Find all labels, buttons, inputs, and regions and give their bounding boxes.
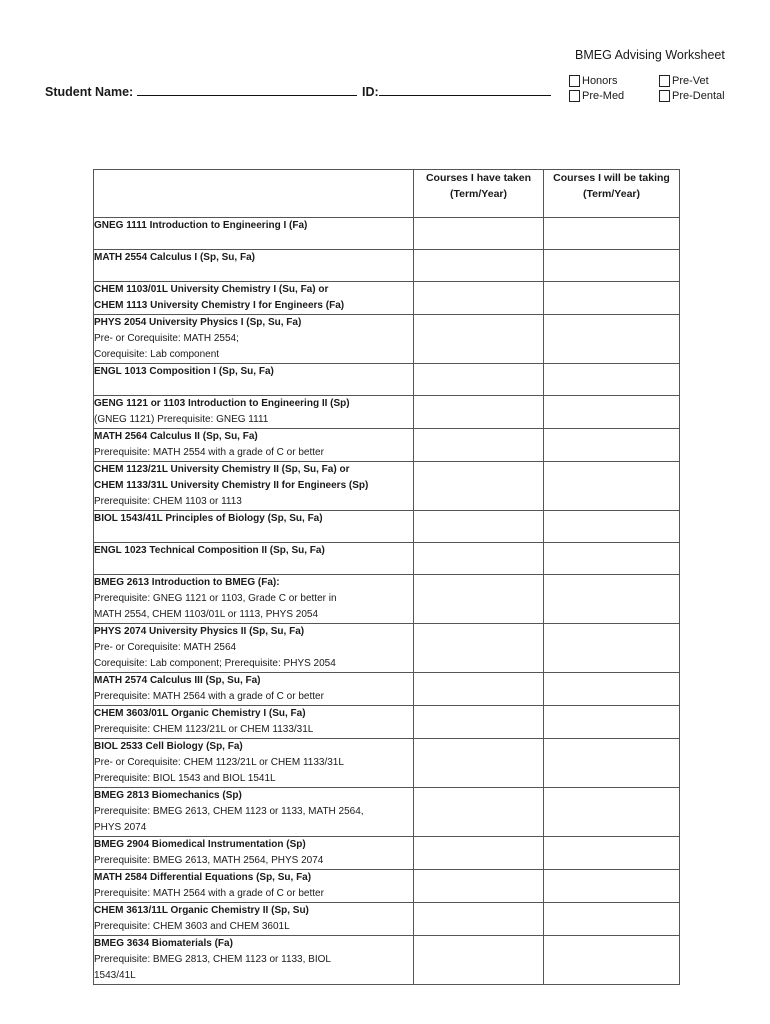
table-row (94, 511, 680, 543)
taken-term-cell[interactable] (414, 250, 544, 282)
course-cell (94, 837, 414, 870)
course-title: CHEM 1123/21L University Chemistry II (Sp, Su, Fa) or (94, 464, 350, 475)
course-requisite: Prerequisite: BIOL 1543 and BIOL 1541L (94, 773, 276, 784)
checkbox-box[interactable] (659, 75, 670, 87)
course-cell (94, 870, 414, 903)
table-row (94, 396, 680, 429)
course-title: GNEG 1111 Introduction to Engineering I (Fa) (94, 220, 308, 231)
table-row (94, 739, 680, 788)
taking-term-cell[interactable] (544, 429, 680, 462)
taken-term-cell[interactable] (414, 870, 544, 903)
course-requisite: Corequisite: Lab component (94, 349, 220, 360)
taken-term-cell[interactable] (414, 396, 544, 429)
table-row (94, 706, 680, 739)
course-requisite: Prerequisite: MATH 2564 with a grade of C or better (94, 691, 324, 702)
taking-term-cell[interactable] (544, 218, 680, 250)
pre-med-label: Pre-Med (582, 90, 625, 102)
student-name-label: Student Name: (45, 85, 134, 99)
table-row (94, 788, 680, 837)
taken-term-cell[interactable] (414, 575, 544, 624)
taken-term-cell[interactable] (414, 282, 544, 315)
course-requisite: Prerequisite: MATH 2564 with a grade of C or better (94, 888, 324, 899)
courses-taking-header-line: Courses I will be taking (553, 172, 670, 184)
taken-term-cell[interactable] (414, 624, 544, 673)
table-row (94, 837, 680, 870)
course-title: CHEM 1103/01L University Chemistry I (Su, Fa) or (94, 284, 329, 295)
course-title: MATH 2554 Calculus I (Sp, Su, Fa) (94, 252, 255, 263)
taken-term-cell[interactable] (414, 936, 544, 985)
course-cell (94, 575, 414, 624)
taking-term-cell[interactable] (544, 282, 680, 315)
taking-term-cell[interactable] (544, 903, 680, 936)
course-title: PHYS 2054 University Physics I (Sp, Su, Fa) (94, 317, 302, 328)
table-row (94, 870, 680, 903)
course-requisite: Prerequisite: BMEG 2613, MATH 2564, PHYS 2074 (94, 855, 324, 866)
taken-term-cell[interactable] (414, 837, 544, 870)
courses-taken-header-line: Courses I have taken (425, 172, 532, 184)
course-requisite: Pre- or Corequisite: MATH 2564 (94, 642, 237, 653)
taken-term-cell[interactable] (414, 903, 544, 936)
taken-term-cell[interactable] (414, 543, 544, 575)
taking-term-cell[interactable] (544, 788, 680, 837)
course-title: MATH 2564 Calculus II (Sp, Su, Fa) (94, 431, 258, 442)
course-title: BIOL 2533 Cell Biology (Sp, Fa) (94, 741, 243, 752)
table-row (94, 218, 680, 250)
taking-term-cell[interactable] (544, 936, 680, 985)
course-requisite: Pre- or Corequisite: MATH 2554; (94, 333, 239, 344)
checkbox-box[interactable] (569, 75, 580, 87)
pre-vet-label: Pre-Vet (672, 75, 709, 87)
courses-taking-header-line: (Term/Year) (583, 188, 640, 200)
course-requisite: Prerequisite: BMEG 2613, CHEM 1123 or 1133, MATH 2564, (94, 806, 364, 817)
courses-taken-header (414, 170, 544, 218)
taken-term-cell[interactable] (414, 364, 544, 396)
taken-term-cell[interactable] (414, 511, 544, 543)
course-title: CHEM 1133/31L University Chemistry II for Engineers (Sp) (94, 480, 369, 491)
course-title: CHEM 3613/11L Organic Chemistry II (Sp, Su) (94, 905, 309, 916)
taking-term-cell[interactable] (544, 706, 680, 739)
taken-term-cell[interactable] (414, 788, 544, 837)
course-cell (94, 250, 414, 282)
table-row (94, 543, 680, 575)
id-row (362, 83, 551, 99)
course-title: BMEG 2613 Introduction to BMEG (Fa): (94, 577, 280, 588)
table-row (94, 282, 680, 315)
course-requisite: Pre- or Corequisite: CHEM 1123/21L or CHEM 1133/31L (94, 757, 344, 768)
table-row (94, 462, 680, 511)
taking-term-cell[interactable] (544, 396, 680, 429)
taking-term-cell[interactable] (544, 837, 680, 870)
student-name-row (45, 83, 357, 99)
taken-term-cell[interactable] (414, 429, 544, 462)
table-row (94, 429, 680, 462)
course-title: PHYS 2074 University Physics II (Sp, Su, Fa) (94, 626, 305, 637)
table-row (94, 936, 680, 985)
course-column-header (94, 170, 414, 218)
taking-term-cell[interactable] (544, 870, 680, 903)
pre-med-checkbox[interactable] (569, 90, 624, 102)
checkbox-box[interactable] (659, 90, 670, 102)
course-title: BMEG 3634 Biomaterials (Fa) (94, 938, 233, 949)
table-row (94, 624, 680, 673)
table-row (94, 903, 680, 936)
course-cell (94, 739, 414, 788)
table-row (94, 575, 680, 624)
course-title: BMEG 2904 Biomedical Instrumentation (Sp) (94, 839, 306, 850)
course-cell (94, 462, 414, 511)
course-requisite: Corequisite: Lab component; Prerequisite: PHYS 2054 (94, 658, 336, 669)
course-cell (94, 315, 414, 364)
pre-dental-label: Pre-Dental (672, 90, 725, 102)
course-title: MATH 2574 Calculus III (Sp, Su, Fa) (94, 675, 261, 686)
table-header-row (94, 170, 680, 218)
taking-term-cell[interactable] (544, 250, 680, 282)
document-title: BMEG Advising Worksheet (575, 48, 725, 62)
taken-term-cell[interactable] (414, 706, 544, 739)
course-requisite: Prerequisite: CHEM 1103 or 1113 (94, 496, 242, 507)
course-cell (94, 624, 414, 673)
taking-term-cell[interactable] (544, 575, 680, 624)
taking-term-cell[interactable] (544, 739, 680, 788)
taking-term-cell[interactable] (544, 624, 680, 673)
table-row (94, 250, 680, 282)
courses-taken-header-line: (Term/Year) (450, 188, 507, 200)
taking-term-cell[interactable] (544, 364, 680, 396)
student-name-field[interactable] (137, 83, 357, 96)
course-title: MATH 2584 Differential Equations (Sp, Su, Fa) (94, 872, 312, 883)
taking-term-cell[interactable] (544, 462, 680, 511)
taking-term-cell[interactable] (544, 543, 680, 575)
course-title: ENGL 1023 Technical Composition II (Sp, Su, Fa) (94, 545, 325, 556)
taking-term-cell[interactable] (544, 673, 680, 706)
course-cell (94, 511, 414, 543)
course-requisite: Prerequisite: CHEM 1123/21L or CHEM 1133/31L (94, 724, 314, 735)
course-title: BMEG 2813 Biomechanics (Sp) (94, 790, 242, 801)
course-cell (94, 903, 414, 936)
course-requisite: 1543/41L (94, 970, 136, 981)
course-cell (94, 936, 414, 985)
course-requisite: MATH 2554, CHEM 1103/01L or 1113, PHYS 2054 (94, 609, 319, 620)
course-cell (94, 673, 414, 706)
course-requisite: Prerequisite: CHEM 3603 and CHEM 3601L (94, 921, 290, 932)
course-cell (94, 396, 414, 429)
course-title: GENG 1121 or 1103 Introduction to Engineering II (Sp) (94, 398, 350, 409)
course-cell (94, 543, 414, 575)
taken-term-cell[interactable] (414, 739, 544, 788)
taken-term-cell[interactable] (414, 462, 544, 511)
table-row (94, 315, 680, 364)
id-field[interactable] (379, 83, 551, 96)
courses-taking-header (544, 170, 680, 218)
course-table (93, 169, 680, 985)
course-title: CHEM 1113 University Chemistry I for Engineers (Fa) (94, 300, 345, 311)
course-cell (94, 429, 414, 462)
checkbox-box[interactable] (569, 90, 580, 102)
course-title: BIOL 1543/41L Principles of Biology (Sp, Su, Fa) (94, 513, 323, 524)
taking-term-cell[interactable] (544, 511, 680, 543)
course-title: CHEM 3603/01L Organic Chemistry I (Su, Fa) (94, 708, 306, 719)
course-requisite: Prerequisite: MATH 2554 with a grade of C or better (94, 447, 324, 458)
course-requisite: PHYS 2074 (94, 822, 147, 833)
course-cell (94, 706, 414, 739)
pre-vet-checkbox[interactable] (659, 75, 709, 87)
course-cell (94, 218, 414, 250)
table-row (94, 364, 680, 396)
course-cell (94, 282, 414, 315)
honors-checkbox[interactable] (569, 75, 617, 87)
pre-dental-checkbox[interactable] (659, 90, 725, 102)
taken-term-cell[interactable] (414, 218, 544, 250)
taken-term-cell[interactable] (414, 315, 544, 364)
course-rows (94, 218, 680, 985)
honors-label: Honors (582, 75, 618, 87)
course-cell (94, 788, 414, 837)
course-requisite: Prerequisite: GNEG 1121 or 1103, Grade C or better in (94, 593, 337, 604)
id-label: ID: (362, 85, 379, 99)
course-cell (94, 364, 414, 396)
course-title: ENGL 1013 Composition I (Sp, Su, Fa) (94, 366, 274, 377)
course-requisite: Prerequisite: BMEG 2813, CHEM 1123 or 1133, BIOL (94, 954, 331, 965)
table-row (94, 673, 680, 706)
course-requisite: (GNEG 1121) Prerequisite: GNEG 1111 (94, 414, 269, 425)
taking-term-cell[interactable] (544, 315, 680, 364)
taken-term-cell[interactable] (414, 673, 544, 706)
